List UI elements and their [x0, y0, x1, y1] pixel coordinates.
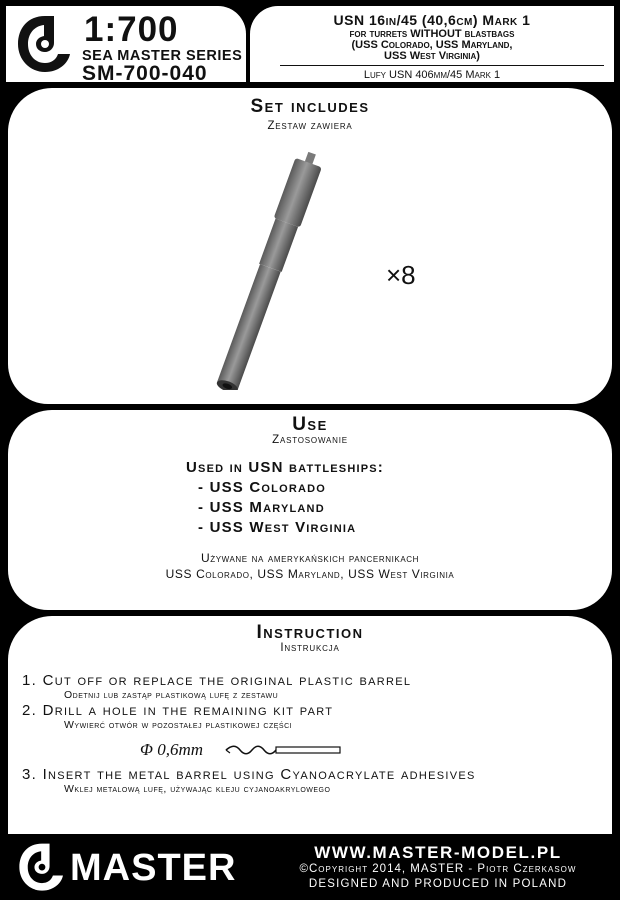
- quantity-label: ×8: [386, 260, 416, 290]
- product-title: USN 16in/45 (40,6cm) Mark 1: [333, 12, 531, 28]
- use-heading: Used in USN battleships:: [186, 459, 384, 476]
- website-link[interactable]: WWW.MASTER-MODEL.PL: [314, 843, 562, 862]
- series-label: SEA MASTER SERIES: [82, 48, 243, 64]
- instruction-step-polish: Odetnij lub zastąp plastikową lufę z zestawu: [64, 689, 279, 701]
- set-title: Set includes: [250, 96, 370, 117]
- instruction-panel: [8, 616, 612, 834]
- instruction-title: Instruction: [256, 622, 364, 643]
- made-in-text: DESIGNED AND PRODUCED IN POLAND: [308, 878, 568, 890]
- header-logo-block: [6, 6, 246, 85]
- copyright-text: ©Copyright 2014, MASTER - Piotr Czerkasow: [299, 863, 577, 875]
- list-item: - USS West Virginia: [198, 519, 357, 536]
- use-subtitle: Zastosowanie: [272, 434, 348, 446]
- product-ships-line: USS West Virginia): [384, 50, 480, 62]
- drill-bit-icon: [224, 743, 344, 757]
- set-subtitle: Zestaw zawiera: [267, 120, 353, 132]
- use-title: Use: [292, 414, 328, 435]
- product-polish-title: Lufy USN 406mm/45 Mark 1: [363, 69, 501, 81]
- instruction-step: 1. Cut off or replace the original plastic barrel: [22, 672, 412, 689]
- list-item: - USS Maryland: [198, 499, 325, 516]
- use-panel: [8, 410, 612, 610]
- instruction-step: 2. Drill a hole in the remaining kit part: [22, 702, 334, 719]
- instruction-subtitle: Instrukcja: [280, 642, 340, 654]
- use-polish-line: Używane na amerykańskich pancernikach: [200, 551, 420, 565]
- header-divider: [280, 65, 604, 66]
- drill-size-label: Φ 0,6mm: [140, 740, 203, 759]
- use-list: [186, 458, 384, 538]
- set-includes-panel: [8, 88, 612, 404]
- product-ships-line: (USS Colorado, USS Maryland,: [351, 39, 513, 51]
- use-polish-line: USS Colorado, USS Maryland, USS West Virginia: [165, 567, 455, 581]
- master-logo-icon: [16, 840, 68, 896]
- product-code: SM-700-040: [82, 62, 208, 85]
- master-logo-icon: [14, 12, 76, 78]
- gun-barrel-icon: [148, 140, 348, 390]
- instruction-step: 3. Insert the metal barrel using Cyanoacrylate adhesives: [22, 766, 476, 783]
- brand-name: MASTER: [70, 847, 237, 889]
- scale-label: 1:700: [84, 10, 179, 49]
- header-title-block: [250, 6, 614, 82]
- product-subtitle-line: for turrets WITHOUT blastbags: [349, 28, 515, 40]
- instruction-step-polish: Wywierć otwór w pozostałej plastikowej części: [64, 719, 293, 731]
- instruction-step-polish: Wklej metalową lufę, używając kleju cyjanoakrylowego: [64, 783, 331, 795]
- list-item: - USS Colorado: [198, 479, 327, 496]
- use-polish-text: [8, 550, 612, 582]
